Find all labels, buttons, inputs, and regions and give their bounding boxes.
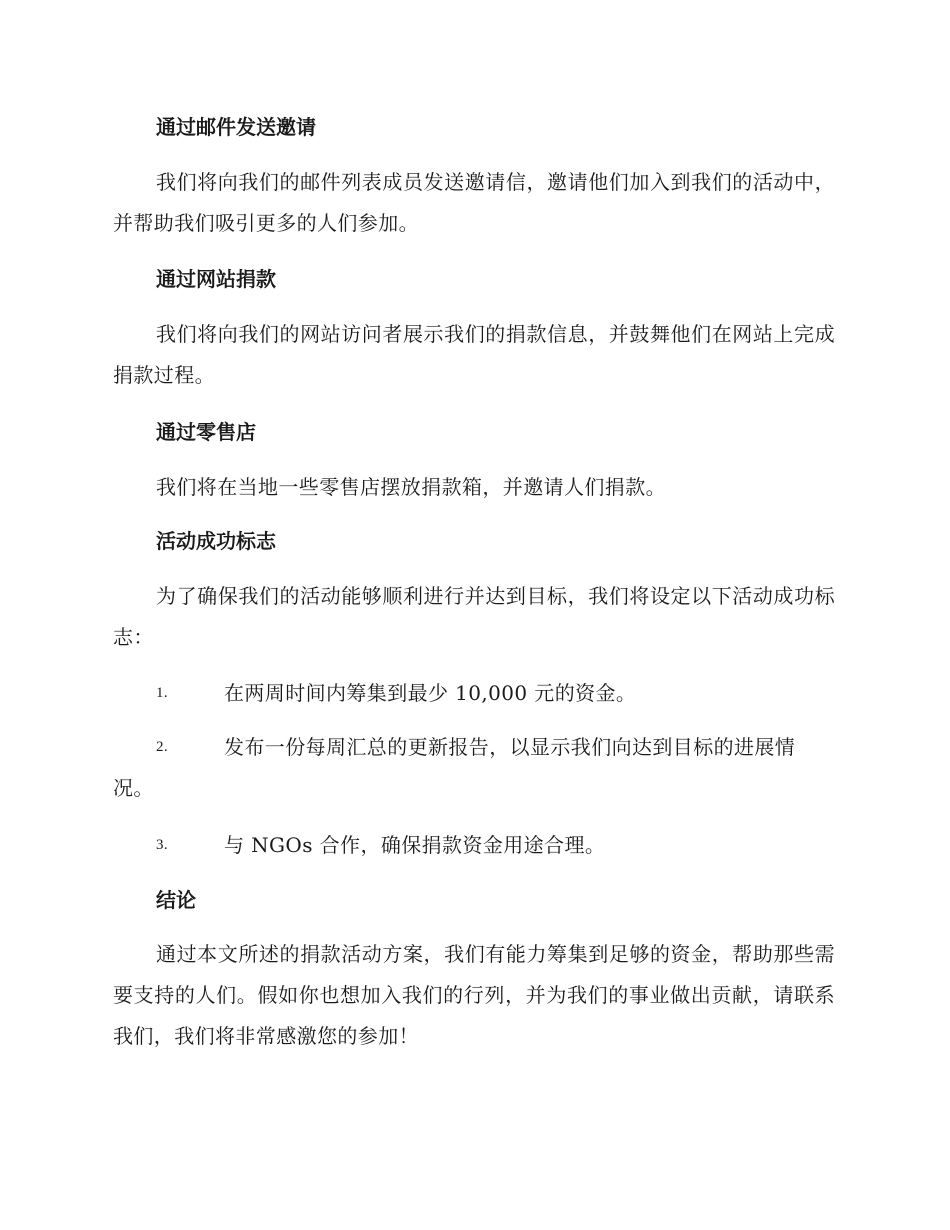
list-item [113,727,835,809]
paragraph-conclusion: 通过本文所述的捐款活动方案，我们有能力筹集到足够的资金，帮助那些需要支持的人们。假如你也想加入我们的行列，并为我们的事业做出贡献，请联系我们，我们将非常感激您的参加！ [113,942,835,1048]
paragraph-email-invite: 我们将向我们的邮件列表成员发送邀请信，邀请他们加入到我们的活动中，并帮助我们吸引更多的人们参加。 [113,170,835,235]
heading-retail-store: 通过零售店 [156,420,256,444]
paragraph-success-criteria: 为了确保我们的活动能够顺利进行并达到目标，我们将设定以下活动成功标志： [113,584,835,649]
heading-conclusion: 结论 [156,888,196,912]
list-text: 与 NGOs 合作，确保捐款资金用途合理。 [224,833,606,857]
heading-email-invite: 通过邮件发送邀请 [156,115,316,139]
list-number: 2. [156,739,169,755]
list-text: 发布一份每周汇总的更新报告，以显示我们向达到目标的进展情况。 [113,735,796,800]
list-number: 1. [156,685,169,701]
list-text: 在两周时间内筹集到最少 10,000 元的资金。 [224,681,637,705]
paragraph-retail-store: 我们将在当地一些零售店摆放捐款箱，并邀请人们捐款。 [156,475,666,499]
list-number: 3. [156,837,169,853]
list-item [113,825,835,866]
heading-success-criteria: 活动成功标志 [156,529,276,553]
paragraph-website-donation: 我们将向我们的网站访问者展示我们的捐款信息，并鼓舞他们在网站上完成捐款过程。 [113,322,835,387]
list-item [113,673,835,714]
heading-website-donation: 通过网站捐款 [156,267,276,291]
